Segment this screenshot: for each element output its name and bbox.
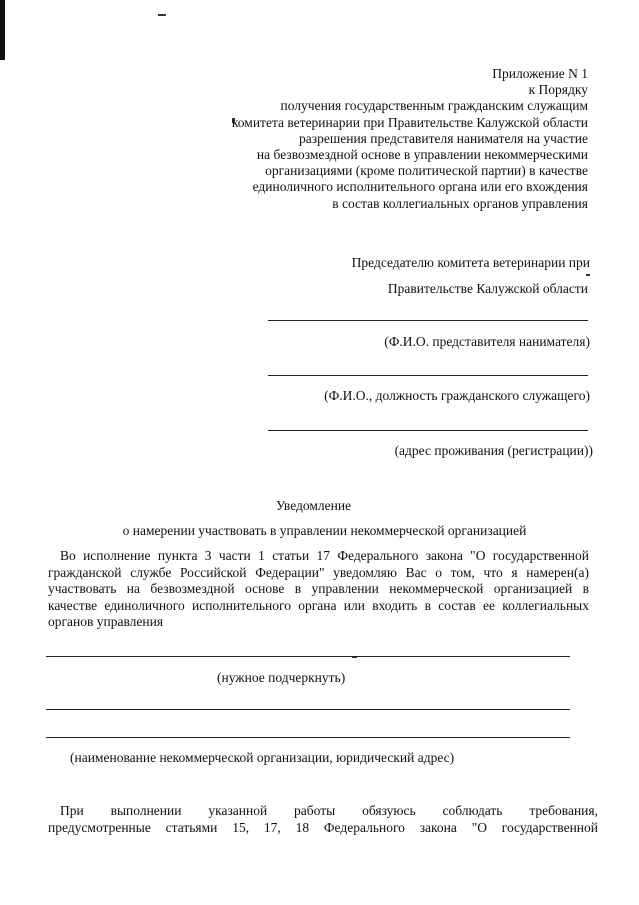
organization-blank-line-1 [46, 709, 570, 710]
representative-name-label: (Ф.И.О. представителя нанимателя) [384, 334, 590, 349]
scan-speck [352, 657, 357, 658]
body-line: участвовать на безвозмездной основе в управлении некоммерческой организацией в [48, 581, 589, 597]
choice-blank-line [46, 656, 570, 657]
closing-line: При выполнении указанной работы обязуюсь соблюдать требования, [60, 803, 598, 818]
addressee-line-2: Правительстве Калужской области [387, 281, 588, 296]
appendix-line: к Порядку [528, 82, 588, 98]
appendix-header [232, 66, 588, 212]
appendix-line: на безвозмездной основе в управлении некоммерческими [256, 147, 588, 163]
organization-label: (наименование некоммерческой организации, юридический адрес) [70, 750, 455, 765]
body-line: гражданской службе Российской Федерации" уведомляю Вас о том, что я намерен(а) [48, 564, 589, 580]
appendix-line: Приложение N 1 [492, 66, 588, 81]
appendix-line: комитета ветеринарии при Правительстве Калужской области [231, 114, 588, 130]
scan-speck [158, 14, 166, 16]
servant-name-line [268, 375, 588, 376]
appendix-line: единоличного исполнительного органа или его вхождения [252, 179, 588, 195]
closing-line: предусмотренные статьями 15, 17, 18 Федерального закона "О государственной [48, 819, 598, 835]
appendix-line: в состав коллегиальных органов управления [332, 195, 588, 211]
organization-blank-line-2 [46, 737, 570, 738]
body-line: Во исполнение пункта 3 части 1 статьи 17 Федерального закона "О государственной [60, 548, 589, 563]
address-label: (адрес проживания (регистрации)) [394, 443, 593, 458]
notice-body [48, 548, 589, 631]
appendix-line: получения государственным гражданским служащим [280, 98, 588, 114]
appendix-line: разрешения представителя нанимателя на участие [299, 130, 588, 146]
notice-subtitle: о намерении участвовать в управлении некоммерческой организацией [122, 523, 527, 538]
representative-name-line [268, 320, 588, 321]
body-line: органов управления [48, 614, 164, 630]
underline-hint: (нужное подчеркнуть) [217, 670, 346, 685]
body-line: качестве единоличного исполнительного органа или входить в состав ее коллегиальных [48, 597, 589, 613]
scan-edge-shadow [0, 0, 5, 60]
addressee-line-1: Председателю комитета ветеринарии при [351, 255, 590, 270]
scan-speck [586, 274, 590, 276]
address-line [268, 430, 588, 431]
notice-title: Уведомление [275, 498, 352, 513]
appendix-line: организациями (кроме политической партии) в качестве [265, 163, 588, 179]
servant-name-label: (Ф.И.О., должность гражданского служащего) [324, 388, 590, 403]
closing-paragraph [48, 803, 598, 836]
